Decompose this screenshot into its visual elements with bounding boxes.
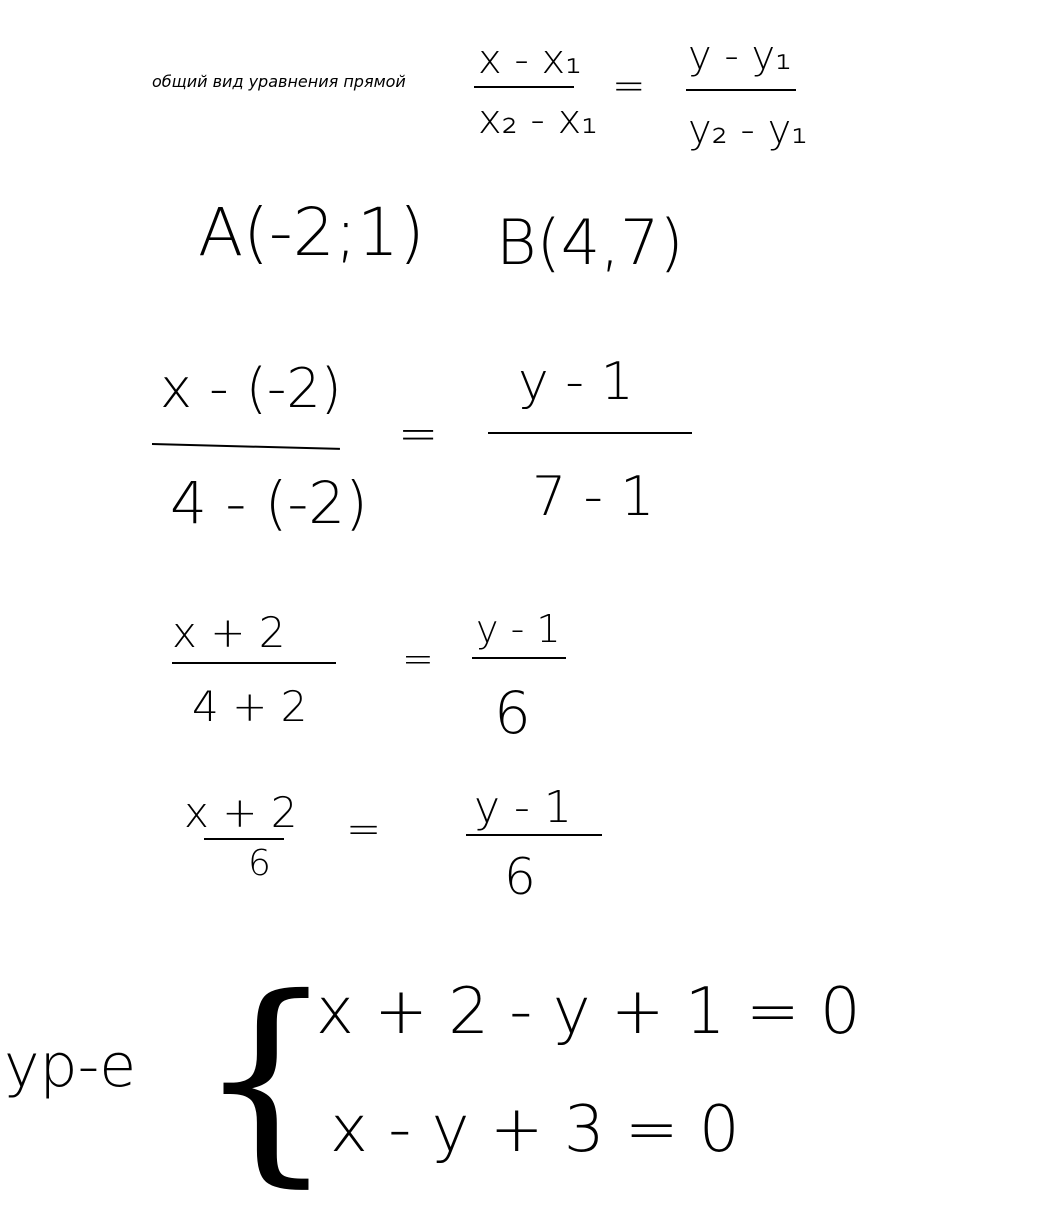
point-b: B(4,7): [496, 206, 684, 279]
step2-equals: =: [402, 637, 434, 681]
general-den-left: x₂ - x₁: [478, 97, 598, 143]
step3-num-right: y - 1: [474, 782, 572, 833]
caption-general-line-equation: общий вид уравнения прямой: [152, 72, 406, 91]
system-line-2: x - y + 3 = 0: [330, 1093, 740, 1167]
step3-fraction-bar-right: [466, 834, 602, 836]
step1-fraction-bar-right: [488, 432, 692, 434]
general-fraction-bar-left: [474, 86, 574, 88]
step2-den-left: 4 + 2: [192, 682, 308, 731]
step3-num-left: x + 2: [184, 788, 298, 837]
system-line-1: x + 2 - y + 1 = 0: [316, 975, 861, 1049]
step2-fraction-bar-left: [172, 662, 336, 664]
general-fraction-bar-right: [686, 89, 796, 91]
step1-num-left: x - (-2): [160, 357, 342, 420]
step3-equals: =: [346, 804, 382, 853]
step1-num-right: y - 1: [518, 352, 634, 412]
general-num-left: x - x₁: [478, 37, 582, 83]
step1-den-right: 7 - 1: [532, 465, 655, 528]
system-brace: {: [196, 950, 336, 1206]
step3-den-right: 6: [504, 848, 536, 906]
step1-den-left: 4 - (-2): [170, 469, 368, 537]
system-label: ур-е: [4, 1031, 137, 1101]
step1-equals: =: [398, 406, 439, 462]
step3-fraction-bar-left: [204, 838, 284, 840]
step2-fraction-bar-right: [472, 657, 566, 659]
point-a: A(-2;1): [198, 194, 425, 271]
general-den-right: y₂ - y₁: [688, 107, 808, 153]
step1-fraction-bar-left: [152, 443, 340, 450]
step2-den-right: 6: [494, 679, 531, 747]
general-equals: =: [612, 63, 646, 109]
step2-num-right: y - 1: [476, 607, 561, 651]
step2-num-left: x + 2: [172, 608, 286, 657]
step3-den-left: 6: [248, 843, 271, 884]
general-num-right: y - y₁: [688, 33, 792, 79]
